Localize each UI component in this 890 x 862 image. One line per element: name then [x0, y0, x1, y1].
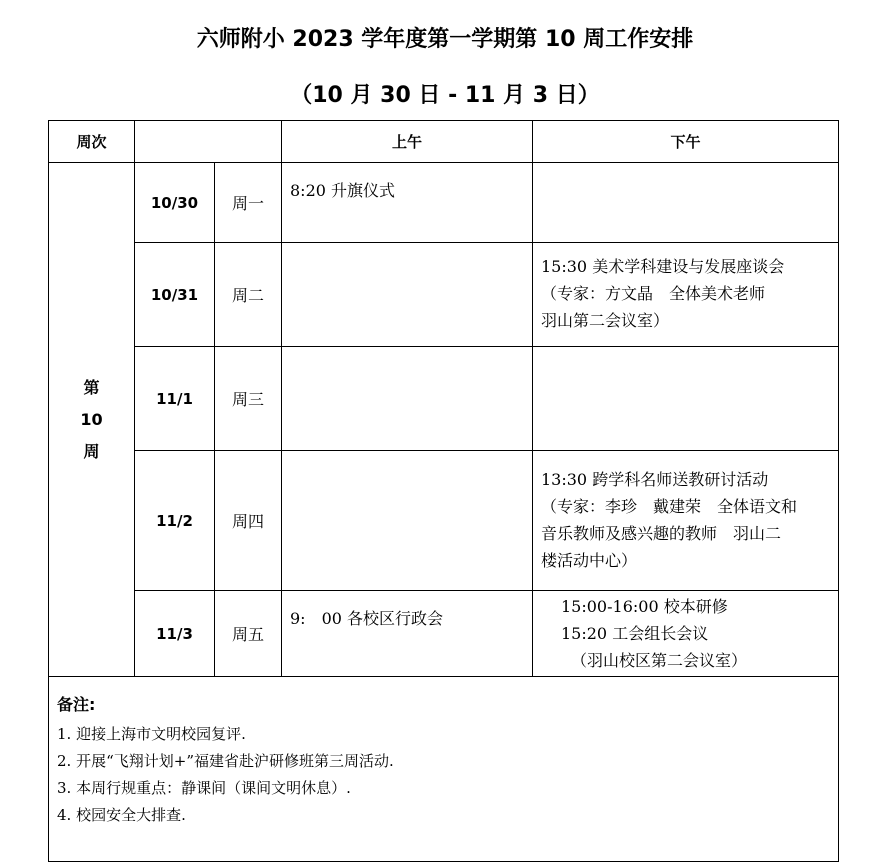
page-title: 六师附小 2023 学年度第一学期第 10 周工作安排 [196, 27, 694, 52]
notes-title: 备注: [57, 695, 96, 714]
weekday-cell: 周二 [215, 243, 282, 347]
week-label-line: 第 [83, 377, 100, 397]
date-cell: 11/2 [135, 451, 215, 591]
event-line: （专家：方文晶 全体美术老师 [541, 284, 766, 303]
morning-cell [282, 591, 533, 677]
event-line: 15:20 工会组长会议 [561, 624, 709, 643]
morning-column-header: 上午 [282, 121, 533, 163]
date-cell: 11/3 [135, 591, 215, 677]
morning-cell [282, 243, 533, 347]
weekday-cell: 周一 [215, 163, 282, 243]
weekday-cell: 周五 [215, 591, 282, 677]
afternoon-cell [533, 243, 839, 347]
schedule-table [48, 120, 839, 862]
week-column-header: 周次 [49, 121, 135, 163]
week-label-line: 10 [80, 409, 103, 429]
event-line: 音乐教师及感兴趣的教师 羽山二 [541, 524, 782, 543]
afternoon-cell [533, 347, 839, 451]
afternoon-cell [533, 163, 839, 243]
note-item: 4. 校园安全大排查. [57, 806, 186, 824]
notes-cell [49, 677, 839, 862]
date-cell: 10/30 [135, 163, 215, 243]
event-line: 15:00-16:00 校本研修 [561, 597, 728, 616]
note-item: 3. 本周行规重点：静课间（课间文明休息）. [57, 779, 351, 797]
event-line: （羽山校区第二会议室） [571, 651, 748, 670]
weekday-cell: 周三 [215, 347, 282, 451]
morning-cell [282, 163, 533, 243]
event-line: 羽山第二会议室） [541, 311, 670, 330]
table-row [49, 243, 839, 347]
event-line: 13:30 跨学科名师送教研讨活动 [541, 470, 769, 489]
morning-cell [282, 451, 533, 591]
date-range: （10 月 30 日 - 11 月 3 日） [290, 83, 600, 108]
header-row [49, 121, 839, 163]
table-row [49, 347, 839, 451]
event-line: （专家：李珍 戴建荣 全体语文和 [541, 497, 798, 516]
date-column-header [135, 121, 282, 163]
afternoon-cell [533, 451, 839, 591]
table-row [49, 591, 839, 677]
date-cell: 11/1 [135, 347, 215, 451]
afternoon-cell [533, 591, 839, 677]
weekday-cell: 周四 [215, 451, 282, 591]
note-item: 2. 开展“飞翔计划+”福建省赴沪研修班第三周活动. [57, 752, 394, 770]
event-line: 楼活动中心） [541, 551, 638, 570]
week-label [49, 163, 135, 677]
event-line: 15:30 美术学科建设与发展座谈会 [541, 257, 785, 276]
date-cell: 10/31 [135, 243, 215, 347]
morning-cell [282, 347, 533, 451]
afternoon-column-header: 下午 [533, 121, 839, 163]
note-item: 1. 迎接上海市文明校园复评. [57, 725, 246, 743]
event-line: 9: 00 各校区行政会 [290, 609, 444, 628]
event-line: 8:20 升旗仪式 [290, 181, 396, 200]
table-row [49, 163, 839, 243]
week-label-line: 周 [83, 441, 100, 461]
notes-row [49, 677, 839, 862]
table-row [49, 451, 839, 591]
